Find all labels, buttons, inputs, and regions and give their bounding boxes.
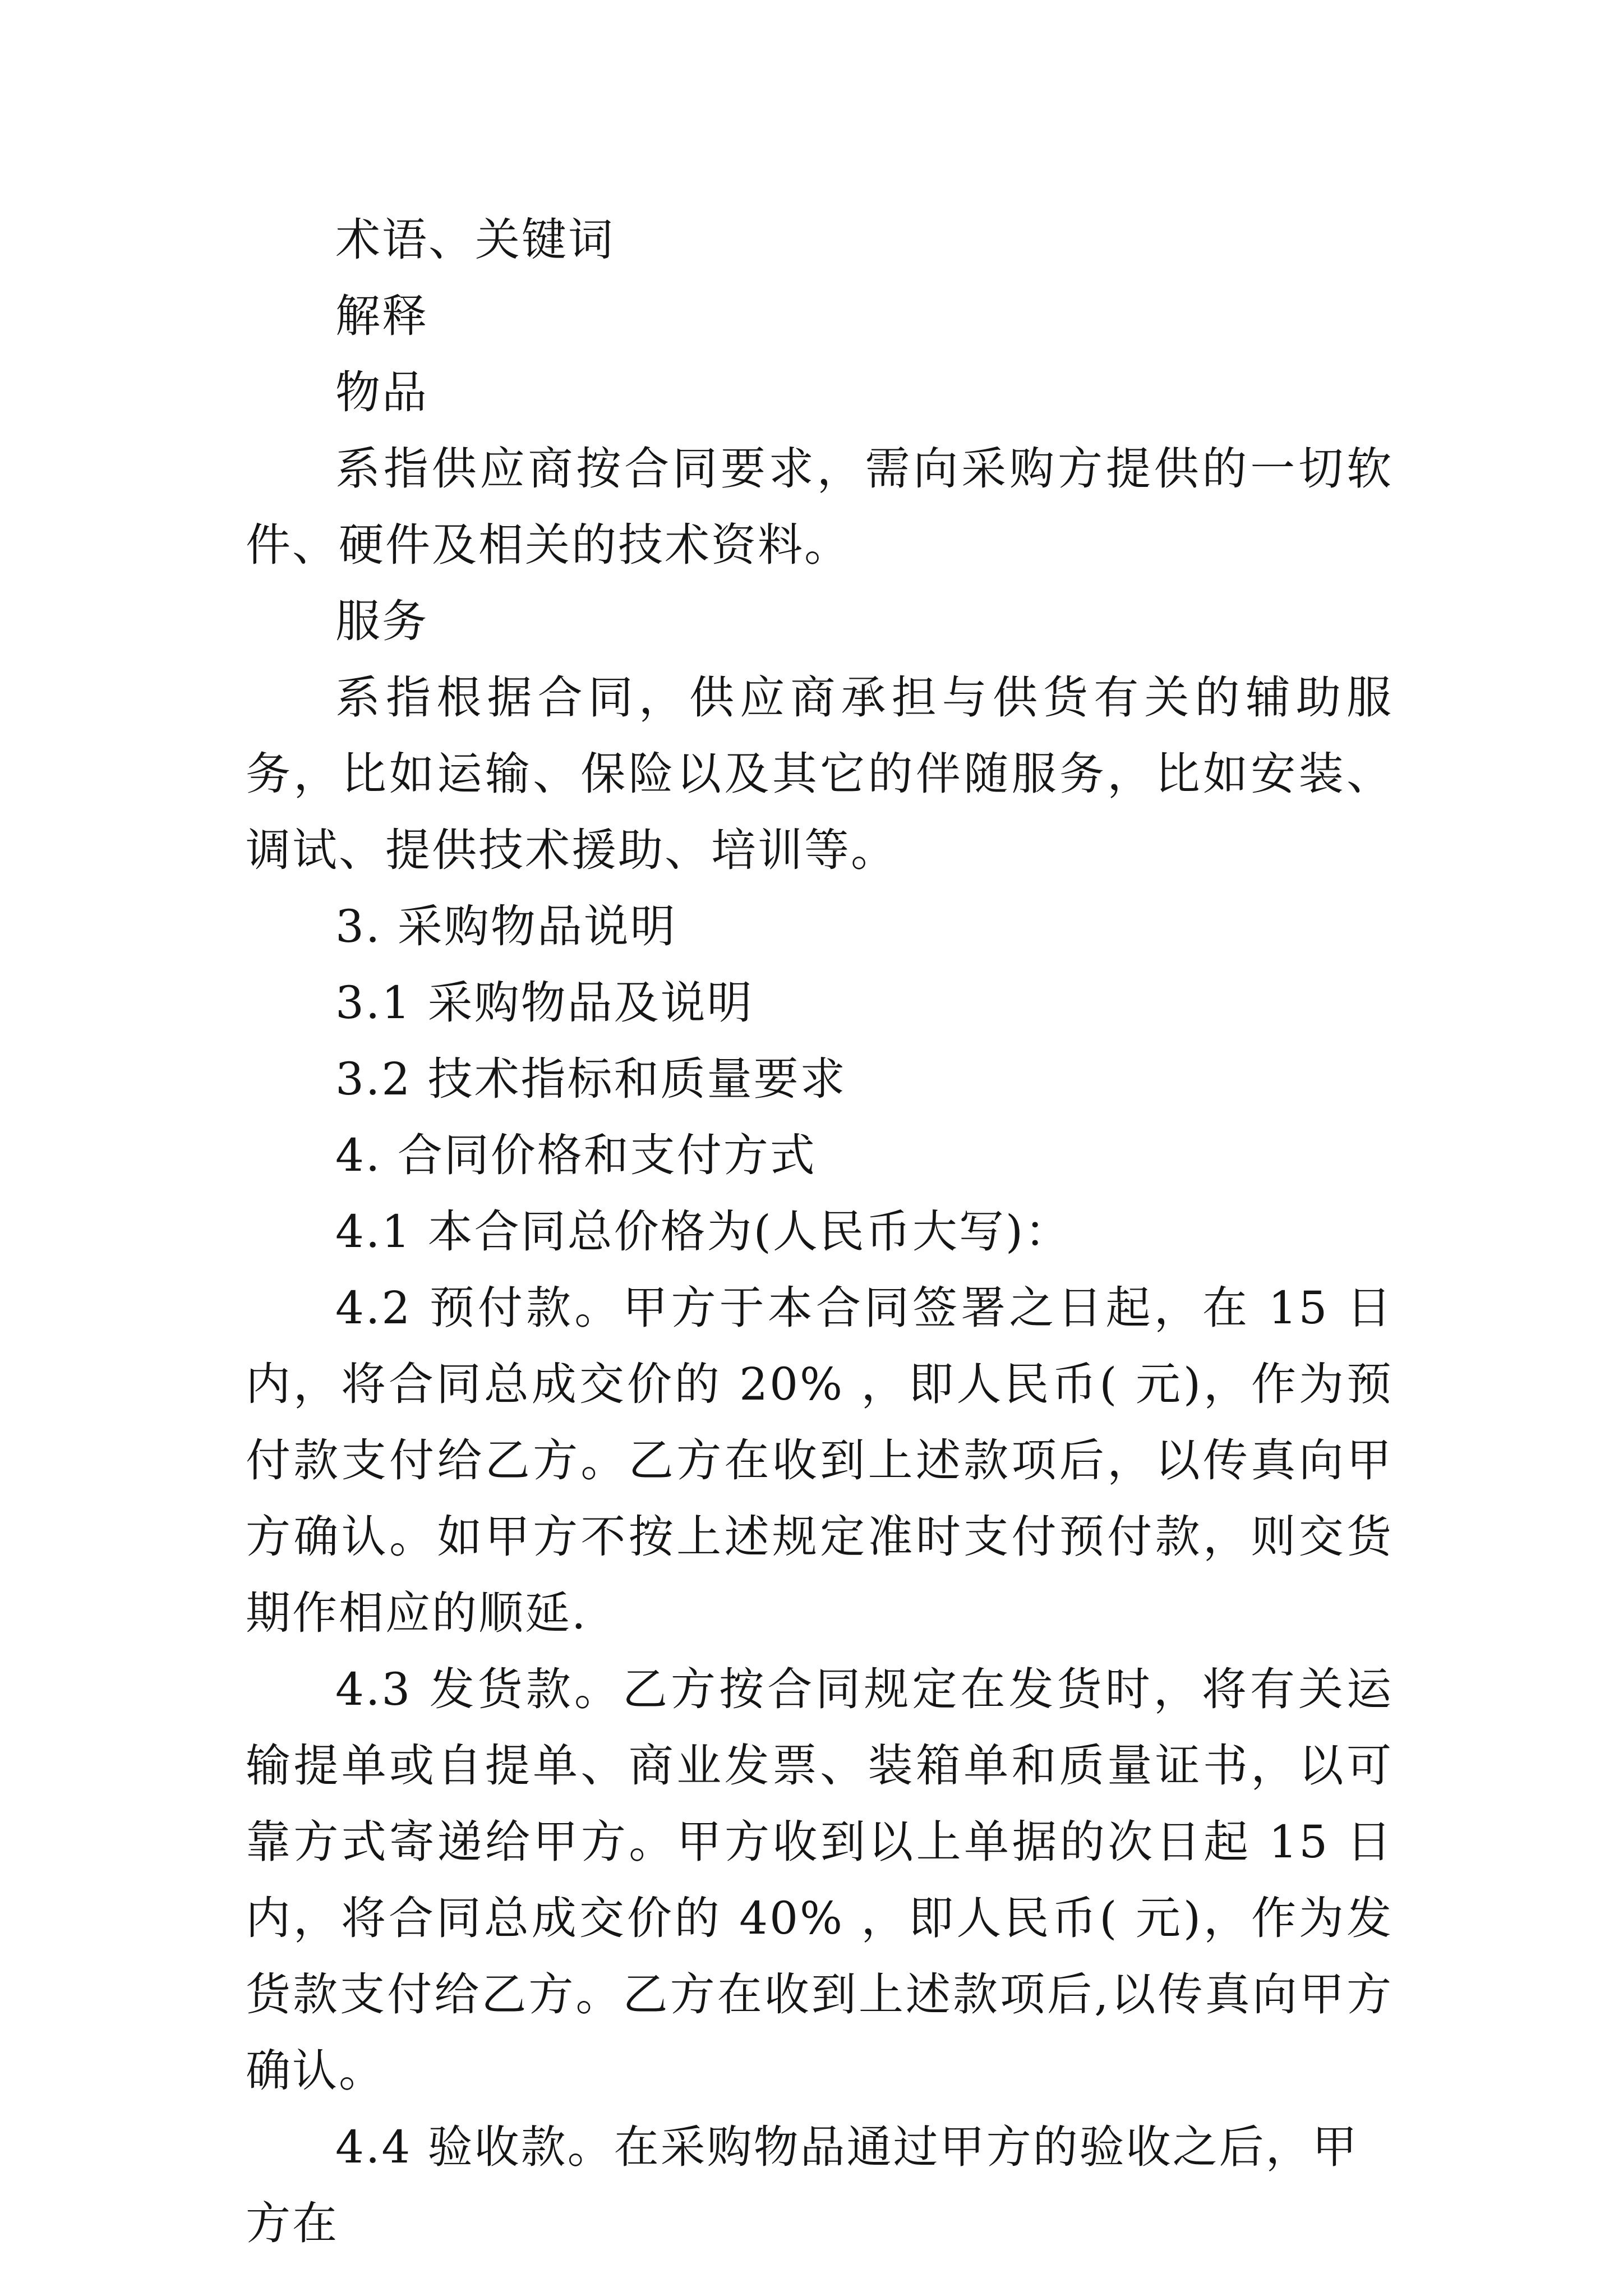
section-4-heading: 4. 合同价格和支付方式 [335,1129,817,1181]
services-definition: 系指根据合同，供应商承担与供货有关的辅助服务，比如运输、保险以及其它的伴随服务，比如安装、调试、提供技术援助、培训等。 [246,671,1393,876]
term-keyword-heading: 术语、关键词 [335,214,615,266]
term-goods: 物品 [335,366,428,418]
goods-definition: 系指供应商按合同要求，需向采购方提供的一切软件、硬件及相关的技术资料。 [246,443,1393,571]
section-4-4-acceptance-payment: 4.4 验收款。在采购物品通过甲方的验收之后，甲方在 [246,2121,1359,2249]
section-3-heading: 3. 采购物品说明 [335,900,677,953]
term-services: 服务 [335,595,428,647]
section-3-1: 3.1 采购物品及说明 [335,977,754,1029]
section-4-3-delivery-payment: 4.3 发货款。乙方按合同规定在发货时，将有关运输提单或自提单、商业发票、装箱单和质量证书，以可靠方式寄递给甲方。甲方收到以上单据的次日起 15 日内，将合同总成交价的 40% ，即人民币( 元)，作为发货款支付给乙方。乙方在收到上述款项后,以传真向甲方确认。 [246,1663,1393,2097]
section-4-1: 4.1 本合同总价格为(人民币大写)： [335,1205,1072,1258]
section-4-2-prepayment: 4.2 预付款。甲方于本合同签署之日起，在 15 日内，将合同总成交价的 20% ，即人民币( 元)，作为预付款支付给乙方。乙方在收到上述款项后，以传真向甲方确认。如甲方不按上述规定准时支付预付款，则交货期作相应的顺延. [246,1282,1393,1639]
section-3-2: 3.2 技术指标和质量要求 [335,1053,847,1105]
contract-body [246,202,1393,2262]
explanation-heading: 解释 [335,290,428,342]
